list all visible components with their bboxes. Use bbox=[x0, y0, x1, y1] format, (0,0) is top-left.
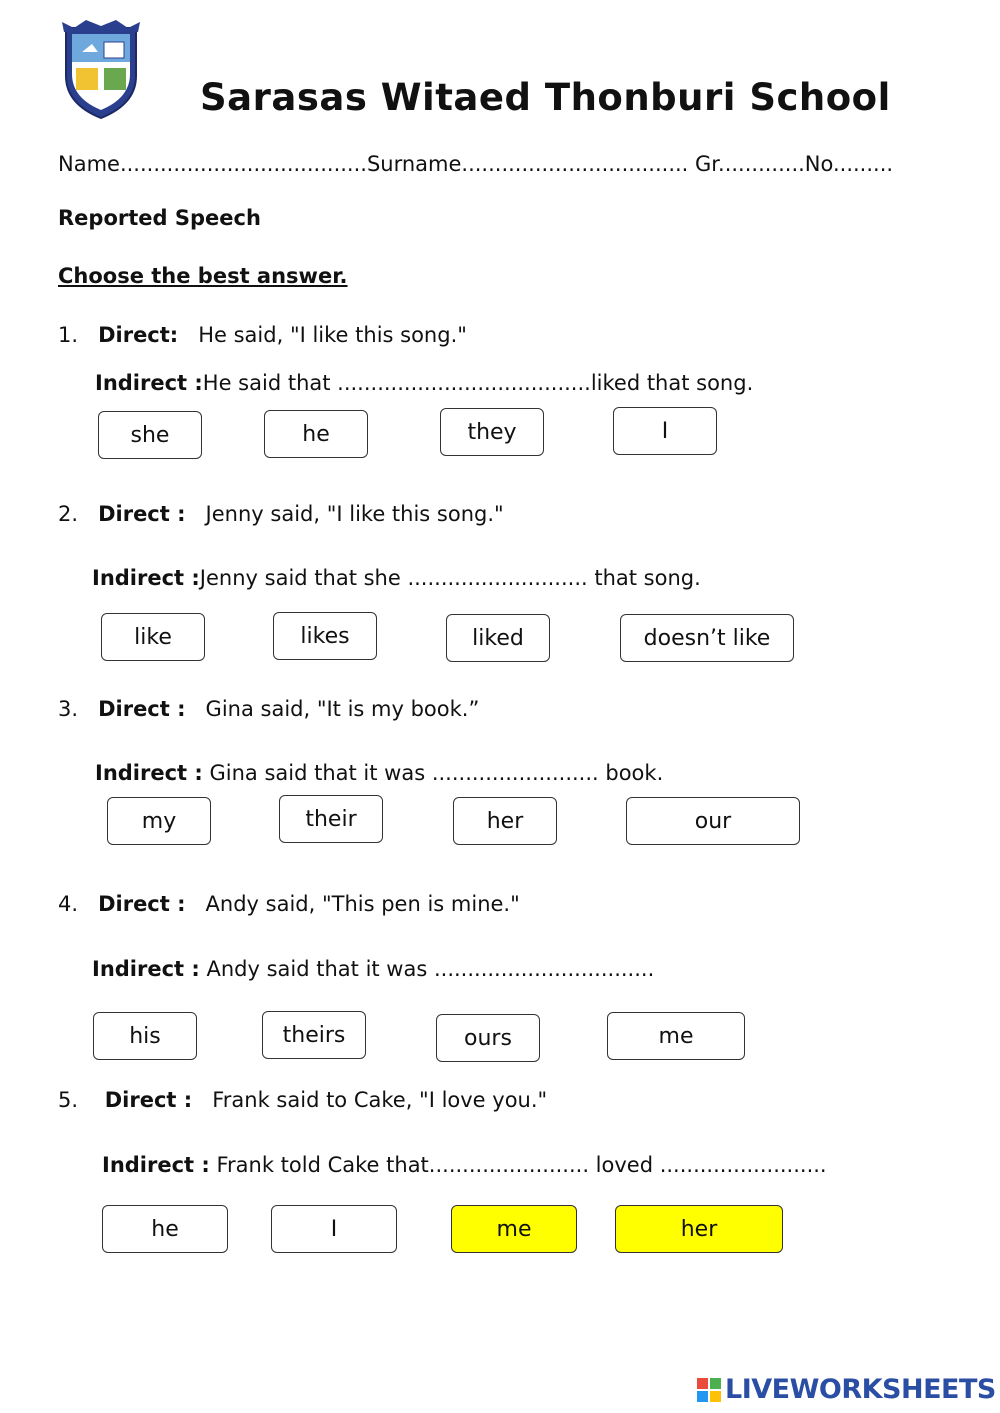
question-number: 5. bbox=[58, 1088, 79, 1112]
school-crest-logo bbox=[58, 18, 144, 122]
indirect-sentence: Frank told Cake that........................ loved ......................... bbox=[216, 1153, 827, 1177]
indirect-label: Indirect : bbox=[95, 371, 203, 395]
q5-option-i[interactable]: I bbox=[271, 1205, 397, 1253]
brand-logo-icon bbox=[697, 1378, 721, 1402]
direct-sentence: Frank said to Cake, "I love you." bbox=[212, 1088, 548, 1112]
question-number: 2. bbox=[58, 502, 79, 526]
q1-option-she[interactable]: she bbox=[98, 411, 202, 459]
question-2-indirect bbox=[92, 566, 701, 590]
question-4-direct bbox=[58, 892, 520, 916]
direct-label: Direct : bbox=[104, 1088, 193, 1112]
question-2-direct bbox=[58, 502, 504, 526]
indirect-sentence: Andy said that it was ................................. bbox=[206, 957, 655, 981]
q5-option-her-highlighted[interactable]: her bbox=[615, 1205, 783, 1253]
question-number: 4. bbox=[58, 892, 79, 916]
q4-option-ours[interactable]: ours bbox=[436, 1014, 540, 1062]
question-number: 1. bbox=[58, 323, 79, 347]
q3-option-our[interactable]: our bbox=[626, 797, 800, 845]
brand-wordmark: LIVEWORKSHEETS bbox=[725, 1374, 996, 1405]
direct-sentence: He said, "I like this song." bbox=[198, 323, 467, 347]
direct-label: Direct: bbox=[98, 323, 179, 347]
q3-option-their[interactable]: their bbox=[279, 795, 383, 843]
q2-option-likes[interactable]: likes bbox=[273, 612, 377, 660]
indirect-label: Indirect : bbox=[95, 761, 203, 785]
question-5-indirect bbox=[102, 1153, 827, 1177]
q2-option-like[interactable]: like bbox=[101, 613, 205, 661]
question-number: 3. bbox=[58, 697, 79, 721]
question-1-direct bbox=[58, 323, 467, 347]
question-3-direct bbox=[58, 697, 479, 721]
question-5-direct bbox=[58, 1088, 547, 1112]
direct-sentence: Andy said, "This pen is mine." bbox=[205, 892, 520, 916]
q1-option-i[interactable]: I bbox=[613, 407, 717, 455]
indirect-label: Indirect : bbox=[92, 957, 200, 981]
direct-label: Direct : bbox=[98, 502, 186, 526]
student-info-line: Name.....................................Surname.................................. Gr.............No......... bbox=[58, 152, 894, 176]
q2-option-liked[interactable]: liked bbox=[446, 614, 550, 662]
worksheet-topic: Reported Speech bbox=[58, 206, 261, 230]
indirect-sentence: Jenny said that she ........................... that song. bbox=[199, 566, 701, 590]
direct-sentence: Gina said, "It is my book.” bbox=[205, 697, 480, 721]
q5-option-me-highlighted[interactable]: me bbox=[451, 1205, 577, 1253]
q4-option-theirs[interactable]: theirs bbox=[262, 1011, 366, 1059]
q4-option-me[interactable]: me bbox=[607, 1012, 745, 1060]
question-4-indirect bbox=[92, 957, 654, 981]
direct-sentence: Jenny said, "I like this song." bbox=[205, 502, 504, 526]
school-title: Sarasas Witaed Thonburi School bbox=[200, 76, 891, 119]
worksheet-instruction: Choose the best answer. bbox=[58, 264, 348, 288]
indirect-label: Indirect : bbox=[102, 1153, 210, 1177]
indirect-label: Indirect : bbox=[92, 566, 200, 590]
q1-option-they[interactable]: they bbox=[440, 408, 544, 456]
question-1-indirect bbox=[95, 371, 753, 395]
q2-option-doesnt-like[interactable]: doesn’t like bbox=[620, 614, 794, 662]
indirect-sentence: Gina said that it was ......................... book. bbox=[209, 761, 664, 785]
question-3-indirect bbox=[95, 761, 663, 785]
liveworksheets-brand bbox=[697, 1374, 996, 1405]
q3-option-my[interactable]: my bbox=[107, 797, 211, 845]
indirect-sentence: He said that ......................................liked that song. bbox=[202, 371, 754, 395]
q1-option-he[interactable]: he bbox=[264, 410, 368, 458]
q4-option-his[interactable]: his bbox=[93, 1012, 197, 1060]
q3-option-her[interactable]: her bbox=[453, 797, 557, 845]
direct-label: Direct : bbox=[98, 892, 186, 916]
direct-label: Direct : bbox=[98, 697, 186, 721]
q5-option-he[interactable]: he bbox=[102, 1205, 228, 1253]
